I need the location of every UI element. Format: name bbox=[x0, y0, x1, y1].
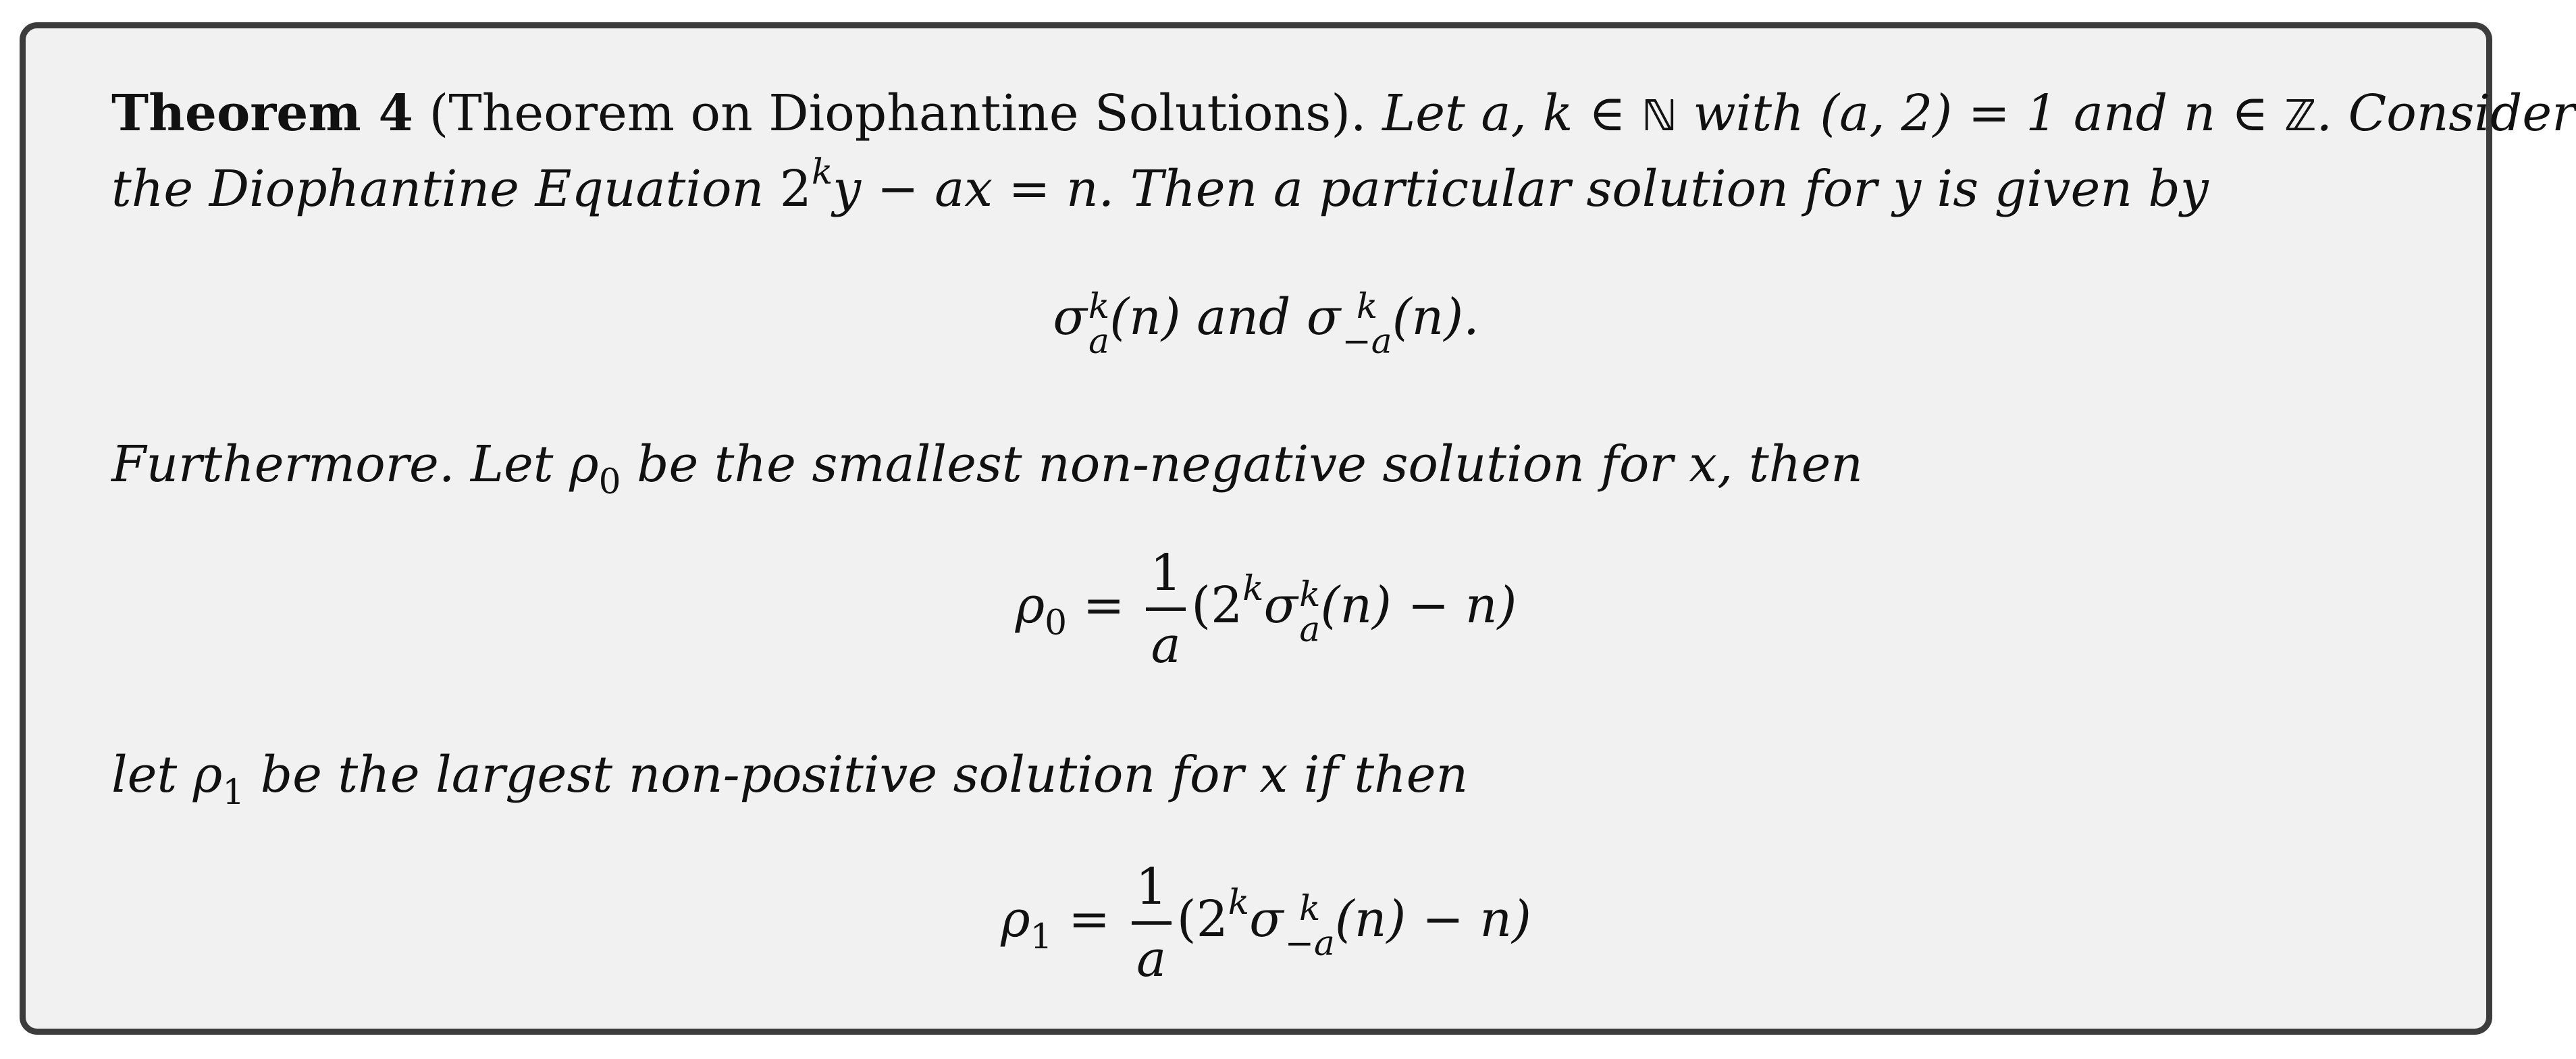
display-rho1 bbox=[111, 858, 2421, 988]
statement-text: n ∈ bbox=[2183, 84, 2285, 142]
rho1-paragraph bbox=[111, 737, 1468, 813]
sigma-sub: −a bbox=[1342, 321, 1392, 362]
sigma-argument: (n) bbox=[1109, 288, 1181, 346]
theorem-box bbox=[20, 22, 2576, 1035]
statement-text: the Diophantine Equation bbox=[111, 160, 780, 218]
fraction bbox=[1132, 858, 1172, 988]
theorem-line-2 bbox=[111, 151, 2209, 227]
sigma-argument: (n). bbox=[1392, 288, 1479, 346]
sigma-sub: a bbox=[1088, 321, 1110, 362]
display-sigma bbox=[111, 279, 2421, 362]
statement-text: and bbox=[2057, 84, 2184, 142]
paragraph-text: let bbox=[111, 746, 193, 804]
sigma-indices bbox=[1088, 286, 1110, 362]
fraction-denominator: a bbox=[1136, 930, 1167, 988]
naturals-symbol: ℕ bbox=[1641, 91, 1677, 140]
paragraph-text: be the largest non-positive solution for x if then bbox=[244, 746, 1469, 804]
paren-open: (2 bbox=[1191, 576, 1243, 634]
equation-rest: y − ax = n bbox=[833, 160, 1099, 218]
sigma-symbol: σ bbox=[1306, 288, 1341, 346]
theorem-title: (Theorem on Diophantine Solutions). bbox=[429, 84, 1367, 142]
furthermore-paragraph bbox=[111, 427, 1863, 502]
statement-text: . Then a particular solution for y is given by bbox=[1098, 160, 2209, 218]
paren-open: (2 bbox=[1176, 890, 1228, 948]
statement-text: with bbox=[1677, 84, 1820, 142]
expression-rest: (n) − n) bbox=[1334, 890, 1531, 948]
rho-subscript: 1 bbox=[222, 772, 245, 813]
rho-symbol: ρ bbox=[1001, 890, 1030, 948]
fraction-numerator: 1 bbox=[1132, 862, 1172, 925]
rho-subscript: 0 bbox=[598, 462, 621, 503]
element-of-symbol: ∈ bbox=[1573, 84, 1642, 142]
sigma-indices bbox=[1299, 574, 1321, 650]
power-exponent: k bbox=[1228, 881, 1250, 923]
sigma-symbol: σ bbox=[1053, 288, 1087, 346]
theorem-line-1 bbox=[111, 76, 2576, 154]
sigma-sub: a bbox=[1299, 609, 1321, 650]
display-rho0 bbox=[111, 544, 2421, 674]
fraction-numerator: 1 bbox=[1146, 548, 1186, 611]
equation-base: 2 bbox=[779, 160, 812, 218]
statement-vars: a, k bbox=[1481, 84, 1573, 142]
rho-symbol: ρ bbox=[569, 435, 599, 493]
sigma-sup: k bbox=[1299, 888, 1321, 929]
equals-sign: = bbox=[1067, 576, 1141, 634]
paragraph-text: Furthermore. Let bbox=[111, 435, 570, 493]
rho-subscript: 0 bbox=[1045, 603, 1068, 644]
statement-text: . Consider bbox=[2316, 84, 2576, 142]
sigma-sub: −a bbox=[1284, 923, 1335, 964]
expression-rest: (n) − n) bbox=[1320, 576, 1517, 634]
equals-sign: = bbox=[1052, 890, 1126, 948]
sigma-symbol: σ bbox=[1263, 576, 1298, 634]
fraction-denominator: a bbox=[1151, 616, 1181, 674]
fraction bbox=[1146, 544, 1186, 674]
sigma-sup: k bbox=[1299, 574, 1321, 615]
equation-exponent: k bbox=[811, 151, 833, 192]
display-and: and bbox=[1180, 288, 1307, 346]
sigma-indices bbox=[1284, 888, 1335, 964]
sigma-sup: k bbox=[1088, 286, 1110, 327]
rho-symbol: ρ bbox=[1015, 576, 1045, 634]
theorem-label: Theorem 4 bbox=[111, 84, 413, 142]
paragraph-text: be the smallest non-negative solution for x, then bbox=[621, 435, 1863, 493]
statement-text: Let bbox=[1382, 84, 1481, 142]
sigma-sup: k bbox=[1356, 286, 1378, 327]
sigma-symbol: σ bbox=[1249, 890, 1284, 948]
integers-symbol: ℤ bbox=[2284, 91, 2317, 140]
sigma-indices bbox=[1342, 286, 1392, 362]
rho-symbol: ρ bbox=[192, 746, 223, 804]
power-exponent: k bbox=[1242, 568, 1264, 609]
rho-subscript: 1 bbox=[1030, 917, 1053, 958]
gcd-condition: (a, 2) = 1 bbox=[1820, 84, 2058, 142]
